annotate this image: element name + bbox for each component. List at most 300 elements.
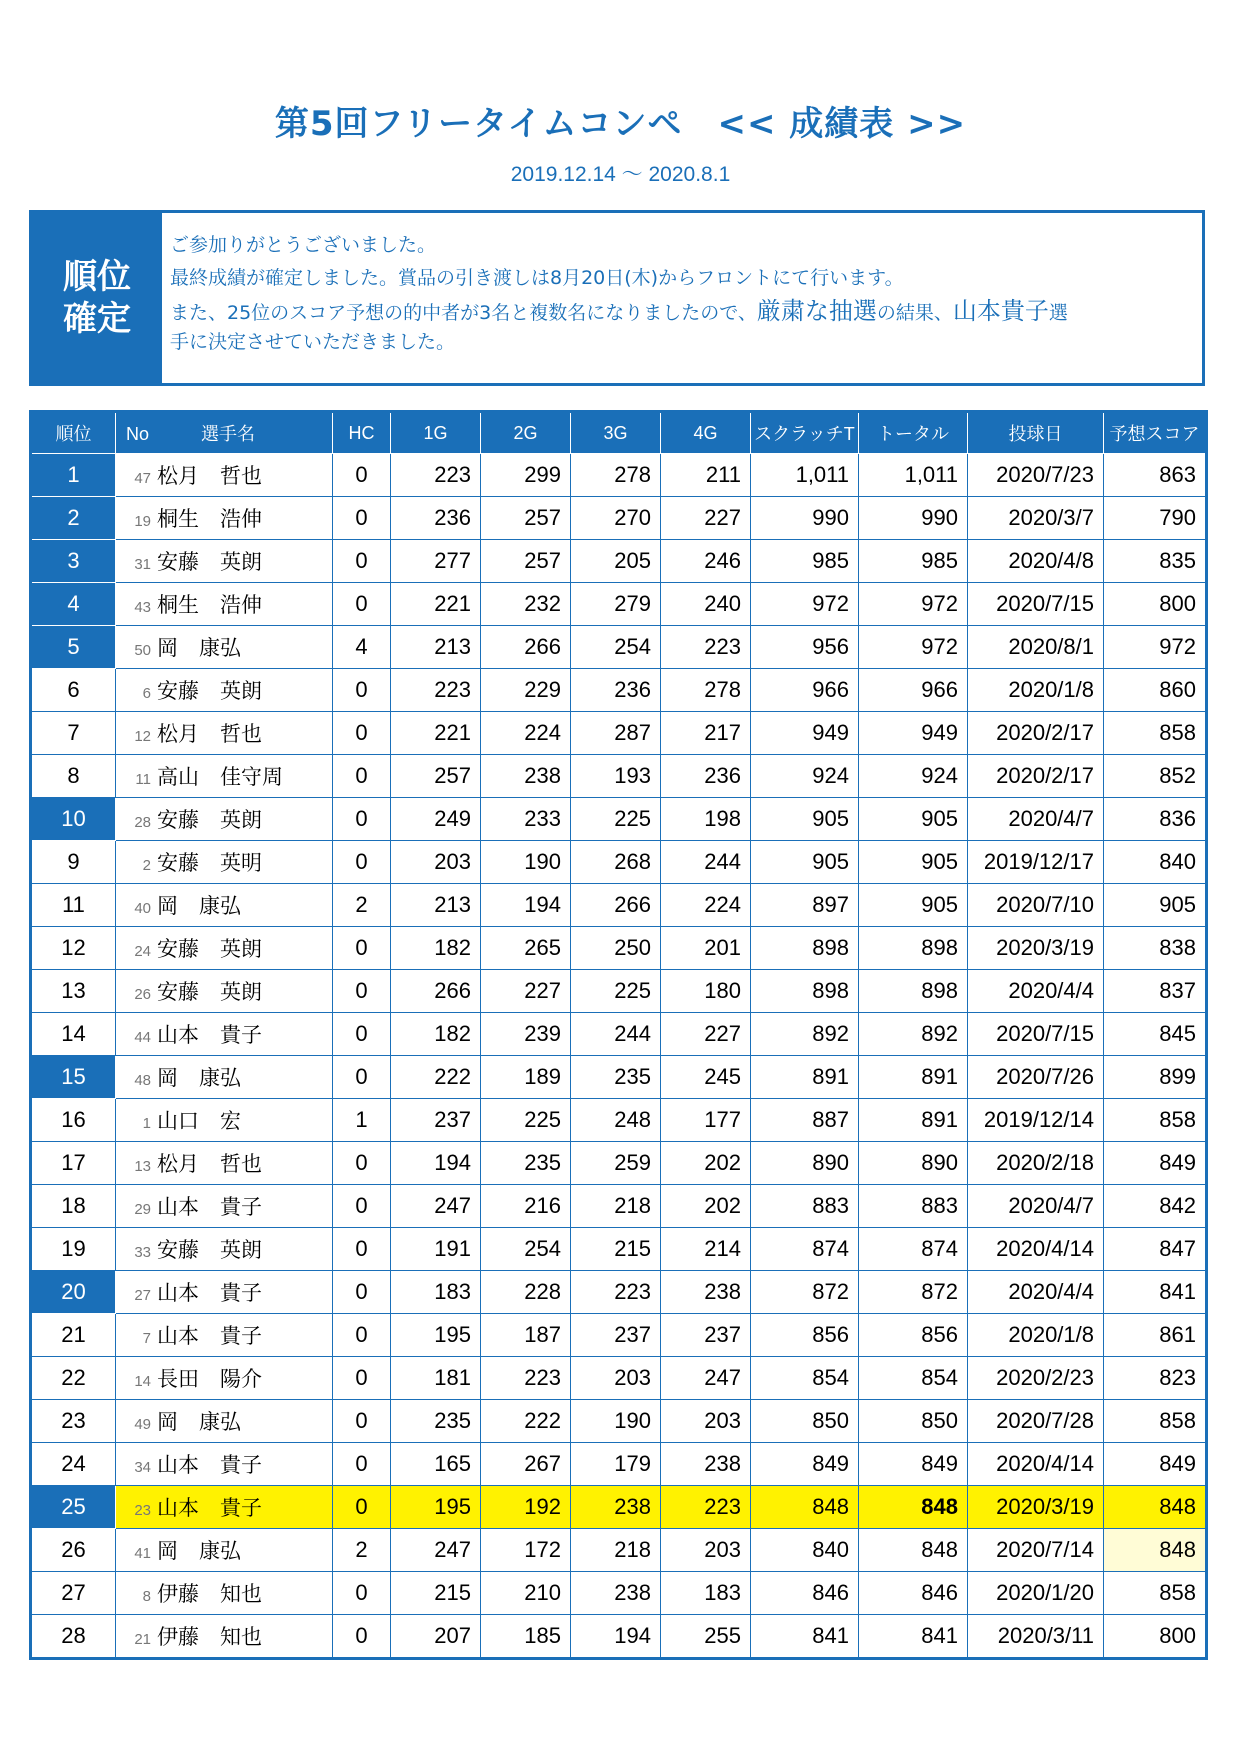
hc-cell: 0 xyxy=(333,1056,391,1099)
game3-cell: 225 xyxy=(571,970,661,1013)
player-cell xyxy=(116,1228,333,1271)
scratch-total-cell: 1,011 xyxy=(751,454,859,497)
date-cell: 2020/2/23 xyxy=(968,1357,1104,1400)
rank-cell: 27 xyxy=(31,1572,116,1615)
player-number: 33 xyxy=(134,1244,151,1261)
player-cell xyxy=(116,970,333,1013)
prediction-cell: 836 xyxy=(1104,798,1207,841)
player-cell xyxy=(116,1357,333,1400)
player-name: 松月 哲也 xyxy=(157,1152,262,1176)
header-1g: 1G xyxy=(391,412,481,454)
player-name: 山口 宏 xyxy=(157,1109,241,1133)
game2-cell: 254 xyxy=(481,1228,571,1271)
player-cell xyxy=(116,1400,333,1443)
hc-cell: 4 xyxy=(333,626,391,669)
game2-cell: 187 xyxy=(481,1314,571,1357)
game2-cell: 233 xyxy=(481,798,571,841)
date-cell: 2020/3/19 xyxy=(968,927,1104,970)
total-cell: 891 xyxy=(859,1056,968,1099)
rank-cell: 18 xyxy=(31,1185,116,1228)
game3-cell: 254 xyxy=(571,626,661,669)
prediction-cell: 972 xyxy=(1104,626,1207,669)
scratch-total-cell: 846 xyxy=(751,1572,859,1615)
hc-cell: 2 xyxy=(333,884,391,927)
prediction-cell: 841 xyxy=(1104,1271,1207,1314)
hc-cell: 0 xyxy=(333,1443,391,1486)
player-cell xyxy=(116,884,333,927)
rank-cell: 7 xyxy=(31,712,116,755)
game4-cell: 227 xyxy=(661,1013,751,1056)
rank-cell: 13 xyxy=(31,970,116,1013)
prediction-cell: 847 xyxy=(1104,1228,1207,1271)
prediction-cell: 858 xyxy=(1104,1572,1207,1615)
prediction-cell: 840 xyxy=(1104,841,1207,884)
scratch-total-cell: 990 xyxy=(751,497,859,540)
player-cell xyxy=(116,798,333,841)
scratch-total-cell: 890 xyxy=(751,1142,859,1185)
game3-cell: 237 xyxy=(571,1314,661,1357)
total-cell: 905 xyxy=(859,884,968,927)
game1-cell: 277 xyxy=(391,540,481,583)
prediction-cell: 858 xyxy=(1104,1099,1207,1142)
game1-cell: 236 xyxy=(391,497,481,540)
game3-cell: 218 xyxy=(571,1529,661,1572)
game3-cell: 215 xyxy=(571,1228,661,1271)
scratch-total-cell: 849 xyxy=(751,1443,859,1486)
date-cell: 2020/2/18 xyxy=(968,1142,1104,1185)
rank-cell: 2 xyxy=(31,497,116,540)
hc-cell: 0 xyxy=(333,712,391,755)
player-cell xyxy=(116,669,333,712)
scratch-total-cell: 897 xyxy=(751,884,859,927)
rank-cell: 3 xyxy=(31,540,116,583)
date-cell: 2020/8/1 xyxy=(968,626,1104,669)
game1-cell: 221 xyxy=(391,712,481,755)
prediction-cell: 863 xyxy=(1104,454,1207,497)
table-row xyxy=(31,712,1207,755)
date-cell: 2020/7/26 xyxy=(968,1056,1104,1099)
player-name: 安藤 英朗 xyxy=(157,1238,262,1262)
date-cell: 2020/3/7 xyxy=(968,497,1104,540)
total-cell: 846 xyxy=(859,1572,968,1615)
game1-cell: 223 xyxy=(391,454,481,497)
notice-line-1: ご参加りがとうございました。 xyxy=(170,234,437,256)
total-cell: 985 xyxy=(859,540,968,583)
game4-cell: 244 xyxy=(661,841,751,884)
player-number: 50 xyxy=(134,642,151,659)
game4-cell: 240 xyxy=(661,583,751,626)
game3-cell: 205 xyxy=(571,540,661,583)
notice-winner-highlight: 山本貴子 xyxy=(952,297,1049,325)
hc-cell: 0 xyxy=(333,1142,391,1185)
prediction-cell: 899 xyxy=(1104,1056,1207,1099)
game4-cell: 211 xyxy=(661,454,751,497)
hc-cell: 0 xyxy=(333,1486,391,1529)
prediction-cell: 848 xyxy=(1104,1529,1207,1572)
scratch-total-cell: 848 xyxy=(751,1486,859,1529)
table-row xyxy=(31,454,1207,497)
game1-cell: 191 xyxy=(391,1228,481,1271)
player-cell xyxy=(116,1615,333,1659)
table-row xyxy=(31,1314,1207,1357)
rank-cell: 21 xyxy=(31,1314,116,1357)
hc-cell: 0 xyxy=(333,540,391,583)
table-row xyxy=(31,1572,1207,1615)
game1-cell: 195 xyxy=(391,1314,481,1357)
player-cell xyxy=(116,454,333,497)
prediction-cell: 858 xyxy=(1104,712,1207,755)
date-cell: 2019/12/17 xyxy=(968,841,1104,884)
table-row xyxy=(31,1056,1207,1099)
player-cell xyxy=(116,1271,333,1314)
player-name: 桐生 浩伸 xyxy=(157,593,262,617)
date-cell: 2019/12/14 xyxy=(968,1099,1104,1142)
table-row xyxy=(31,841,1207,884)
table-row xyxy=(31,798,1207,841)
game3-cell: 278 xyxy=(571,454,661,497)
player-number: 28 xyxy=(134,814,151,831)
table-row xyxy=(31,1142,1207,1185)
scratch-total-cell: 956 xyxy=(751,626,859,669)
player-name: 安藤 英朗 xyxy=(157,550,262,574)
game4-cell: 278 xyxy=(661,669,751,712)
player-cell xyxy=(116,583,333,626)
notice-label-line1: 順位 xyxy=(63,257,131,297)
table-row xyxy=(31,884,1207,927)
prediction-cell: 842 xyxy=(1104,1185,1207,1228)
player-name: 山本 貴子 xyxy=(157,1023,262,1047)
game2-cell: 229 xyxy=(481,669,571,712)
player-name: 山本 貴子 xyxy=(157,1281,262,1305)
date-cell: 2020/2/17 xyxy=(968,712,1104,755)
game2-cell: 190 xyxy=(481,841,571,884)
game1-cell: 221 xyxy=(391,583,481,626)
game3-cell: 244 xyxy=(571,1013,661,1056)
notice-line-4: 手に決定させていただきました。 xyxy=(170,331,456,353)
player-name: 長田 陽介 xyxy=(157,1367,262,1391)
prediction-cell: 848 xyxy=(1104,1486,1207,1529)
hc-cell: 0 xyxy=(333,755,391,798)
hc-cell: 0 xyxy=(333,497,391,540)
game3-cell: 248 xyxy=(571,1099,661,1142)
game1-cell: 195 xyxy=(391,1486,481,1529)
game2-cell: 257 xyxy=(481,497,571,540)
notice-body xyxy=(162,213,1202,383)
game1-cell: 249 xyxy=(391,798,481,841)
table-row xyxy=(31,1443,1207,1486)
notice-line-3 xyxy=(170,295,1192,330)
prediction-cell: 860 xyxy=(1104,669,1207,712)
total-cell: 898 xyxy=(859,970,968,1013)
total-cell: 848 xyxy=(859,1529,968,1572)
table-row xyxy=(31,1400,1207,1443)
prediction-cell: 838 xyxy=(1104,927,1207,970)
game2-cell: 172 xyxy=(481,1529,571,1572)
scratch-total-cell: 887 xyxy=(751,1099,859,1142)
total-cell: 874 xyxy=(859,1228,968,1271)
game4-cell: 203 xyxy=(661,1400,751,1443)
game4-cell: 223 xyxy=(661,1486,751,1529)
date-range: 2019.12.14 ～ 2020.8.1 xyxy=(510,163,731,186)
date-cell: 2020/2/17 xyxy=(968,755,1104,798)
notice-line-2: 最終成績が確定しました。賞品の引き渡しは8月20日(木)からフロントにて行います。 xyxy=(170,267,904,289)
rank-cell: 22 xyxy=(31,1357,116,1400)
scratch-total-cell: 892 xyxy=(751,1013,859,1056)
date-cell: 2020/4/4 xyxy=(968,970,1104,1013)
date-cell: 2020/4/4 xyxy=(968,1271,1104,1314)
game4-cell: 214 xyxy=(661,1228,751,1271)
game3-cell: 236 xyxy=(571,669,661,712)
player-name: 山本 貴子 xyxy=(157,1324,262,1348)
table-row xyxy=(31,669,1207,712)
hc-cell: 0 xyxy=(333,841,391,884)
table-row xyxy=(31,755,1207,798)
scratch-total-cell: 841 xyxy=(751,1615,859,1659)
player-number: 43 xyxy=(134,599,151,616)
game2-cell: 265 xyxy=(481,927,571,970)
hc-cell: 0 xyxy=(333,454,391,497)
total-cell: 841 xyxy=(859,1615,968,1659)
game1-cell: 222 xyxy=(391,1056,481,1099)
game3-cell: 238 xyxy=(571,1486,661,1529)
player-name: 松月 哲也 xyxy=(157,464,262,488)
player-cell xyxy=(116,1099,333,1142)
total-cell: 891 xyxy=(859,1099,968,1142)
prediction-cell: 858 xyxy=(1104,1400,1207,1443)
player-cell xyxy=(116,927,333,970)
player-cell xyxy=(116,1443,333,1486)
player-number: 27 xyxy=(134,1287,151,1304)
total-cell: 905 xyxy=(859,798,968,841)
table-row xyxy=(31,540,1207,583)
player-number: 48 xyxy=(134,1072,151,1089)
prediction-cell: 905 xyxy=(1104,884,1207,927)
total-cell: 849 xyxy=(859,1443,968,1486)
game3-cell: 259 xyxy=(571,1142,661,1185)
player-name: 岡 康弘 xyxy=(157,1410,241,1434)
game4-cell: 255 xyxy=(661,1615,751,1659)
date-cell: 2020/4/14 xyxy=(968,1228,1104,1271)
game3-cell: 190 xyxy=(571,1400,661,1443)
prediction-cell: 852 xyxy=(1104,755,1207,798)
total-cell: 966 xyxy=(859,669,968,712)
scratch-total-cell: 854 xyxy=(751,1357,859,1400)
game2-cell: 210 xyxy=(481,1572,571,1615)
game1-cell: 183 xyxy=(391,1271,481,1314)
rank-cell: 15 xyxy=(31,1056,116,1099)
header-4g: 4G xyxy=(661,412,751,454)
scratch-total-cell: 924 xyxy=(751,755,859,798)
scratch-total-cell: 985 xyxy=(751,540,859,583)
game2-cell: 239 xyxy=(481,1013,571,1056)
game1-cell: 223 xyxy=(391,669,481,712)
game4-cell: 236 xyxy=(661,755,751,798)
header-scratch: スクラッチT xyxy=(751,412,859,454)
scratch-total-cell: 883 xyxy=(751,1185,859,1228)
table-row xyxy=(31,1228,1207,1271)
scratch-total-cell: 891 xyxy=(751,1056,859,1099)
player-number: 23 xyxy=(134,1502,151,1519)
rank-cell: 23 xyxy=(31,1400,116,1443)
scratch-total-cell: 850 xyxy=(751,1400,859,1443)
game4-cell: 217 xyxy=(661,712,751,755)
table-row xyxy=(31,497,1207,540)
player-name: 松月 哲也 xyxy=(157,722,262,746)
header-no-player xyxy=(116,412,333,454)
player-number: 2 xyxy=(142,857,151,874)
player-number: 41 xyxy=(134,1545,151,1562)
player-cell xyxy=(116,1486,333,1529)
game1-cell: 194 xyxy=(391,1142,481,1185)
game1-cell: 207 xyxy=(391,1615,481,1659)
game1-cell: 182 xyxy=(391,927,481,970)
hc-cell: 0 xyxy=(333,1271,391,1314)
prediction-cell: 849 xyxy=(1104,1443,1207,1486)
table-row xyxy=(31,1529,1207,1572)
game4-cell: 198 xyxy=(661,798,751,841)
player-number: 6 xyxy=(142,685,151,702)
player-cell xyxy=(116,497,333,540)
rank-cell: 24 xyxy=(31,1443,116,1486)
date-cell: 2020/7/10 xyxy=(968,884,1104,927)
game2-cell: 238 xyxy=(481,755,571,798)
total-cell: 898 xyxy=(859,927,968,970)
game3-cell: 250 xyxy=(571,927,661,970)
game3-cell: 270 xyxy=(571,497,661,540)
game2-cell: 227 xyxy=(481,970,571,1013)
rank-cell: 25 xyxy=(31,1486,116,1529)
player-name: 伊藤 知也 xyxy=(157,1625,262,1649)
prediction-cell: 823 xyxy=(1104,1357,1207,1400)
table-row xyxy=(31,1185,1207,1228)
game2-cell: 223 xyxy=(481,1357,571,1400)
game4-cell: 180 xyxy=(661,970,751,1013)
game3-cell: 238 xyxy=(571,1572,661,1615)
notice-label xyxy=(32,213,162,383)
hc-cell: 0 xyxy=(333,1400,391,1443)
game2-cell: 299 xyxy=(481,454,571,497)
notice-lottery-highlight: 厳粛な抽選 xyxy=(756,297,877,325)
player-number: 49 xyxy=(134,1416,151,1433)
game4-cell: 238 xyxy=(661,1443,751,1486)
player-number: 19 xyxy=(134,513,151,530)
rank-cell: 4 xyxy=(31,583,116,626)
game4-cell: 245 xyxy=(661,1056,751,1099)
player-number: 44 xyxy=(134,1029,151,1046)
date-cell: 2020/7/15 xyxy=(968,583,1104,626)
header-3g: 3G xyxy=(571,412,661,454)
date-cell: 2020/4/14 xyxy=(968,1443,1104,1486)
prediction-cell: 790 xyxy=(1104,497,1207,540)
date-cell: 2020/3/11 xyxy=(968,1615,1104,1659)
game2-cell: 222 xyxy=(481,1400,571,1443)
rank-cell: 5 xyxy=(31,626,116,669)
game4-cell: 237 xyxy=(661,1314,751,1357)
notice-box xyxy=(29,210,1205,386)
game4-cell: 224 xyxy=(661,884,751,927)
table-row xyxy=(31,1099,1207,1142)
player-number: 13 xyxy=(134,1158,151,1175)
game1-cell: 213 xyxy=(391,626,481,669)
player-cell xyxy=(116,1529,333,1572)
player-number: 47 xyxy=(134,470,151,487)
player-name: 安藤 英朗 xyxy=(157,980,262,1004)
game3-cell: 203 xyxy=(571,1357,661,1400)
player-number: 34 xyxy=(134,1459,151,1476)
game2-cell: 232 xyxy=(481,583,571,626)
player-name: 安藤 英朗 xyxy=(157,679,262,703)
player-number: 24 xyxy=(134,943,151,960)
scratch-total-cell: 949 xyxy=(751,712,859,755)
player-number: 12 xyxy=(134,728,151,745)
scratch-total-cell: 874 xyxy=(751,1228,859,1271)
total-cell: 949 xyxy=(859,712,968,755)
player-number: 8 xyxy=(142,1588,151,1605)
hc-cell: 0 xyxy=(333,1228,391,1271)
game3-cell: 193 xyxy=(571,755,661,798)
scratch-total-cell: 840 xyxy=(751,1529,859,1572)
hc-cell: 0 xyxy=(333,1185,391,1228)
notice-line-3c: の結果、 xyxy=(876,302,953,324)
total-cell: 854 xyxy=(859,1357,968,1400)
player-name: 岡 康弘 xyxy=(157,636,241,660)
player-number: 11 xyxy=(135,771,151,788)
table-row xyxy=(31,1486,1207,1529)
rank-cell: 8 xyxy=(31,755,116,798)
player-cell xyxy=(116,1314,333,1357)
prediction-cell: 800 xyxy=(1104,583,1207,626)
notice-line-3a: また、25位のスコア予想の的中者が3名と複数名になりましたので、 xyxy=(170,302,757,324)
player-name: 安藤 英明 xyxy=(157,851,262,875)
total-cell: 872 xyxy=(859,1271,968,1314)
header-date: 投球日 xyxy=(968,412,1104,454)
player-cell xyxy=(116,1572,333,1615)
game1-cell: 165 xyxy=(391,1443,481,1486)
game2-cell: 266 xyxy=(481,626,571,669)
game4-cell: 202 xyxy=(661,1185,751,1228)
player-number: 7 xyxy=(142,1330,151,1347)
page-title: 第5回フリータイムコンペ << 成績表 >> xyxy=(274,104,967,144)
scratch-total-cell: 905 xyxy=(751,798,859,841)
game4-cell: 247 xyxy=(661,1357,751,1400)
rank-cell: 16 xyxy=(31,1099,116,1142)
game1-cell: 247 xyxy=(391,1185,481,1228)
game2-cell: 225 xyxy=(481,1099,571,1142)
notice-line-3e: 選 xyxy=(1048,302,1068,324)
hc-cell: 1 xyxy=(333,1099,391,1142)
game4-cell: 202 xyxy=(661,1142,751,1185)
scratch-total-cell: 905 xyxy=(751,841,859,884)
date-cell: 2020/1/8 xyxy=(968,1314,1104,1357)
header-hc: HC xyxy=(333,412,391,454)
rank-cell: 19 xyxy=(31,1228,116,1271)
prediction-cell: 849 xyxy=(1104,1142,1207,1185)
rank-cell: 28 xyxy=(31,1615,116,1659)
rank-cell: 17 xyxy=(31,1142,116,1185)
player-cell xyxy=(116,626,333,669)
table-row xyxy=(31,1271,1207,1314)
total-cell: 890 xyxy=(859,1142,968,1185)
game1-cell: 257 xyxy=(391,755,481,798)
total-cell: 1,011 xyxy=(859,454,968,497)
rank-cell: 20 xyxy=(31,1271,116,1314)
header-rank: 順位 xyxy=(31,412,116,454)
game2-cell: 216 xyxy=(481,1185,571,1228)
hc-cell: 0 xyxy=(333,927,391,970)
game4-cell: 201 xyxy=(661,927,751,970)
player-name: 岡 康弘 xyxy=(157,1066,241,1090)
date-cell: 2020/7/15 xyxy=(968,1013,1104,1056)
